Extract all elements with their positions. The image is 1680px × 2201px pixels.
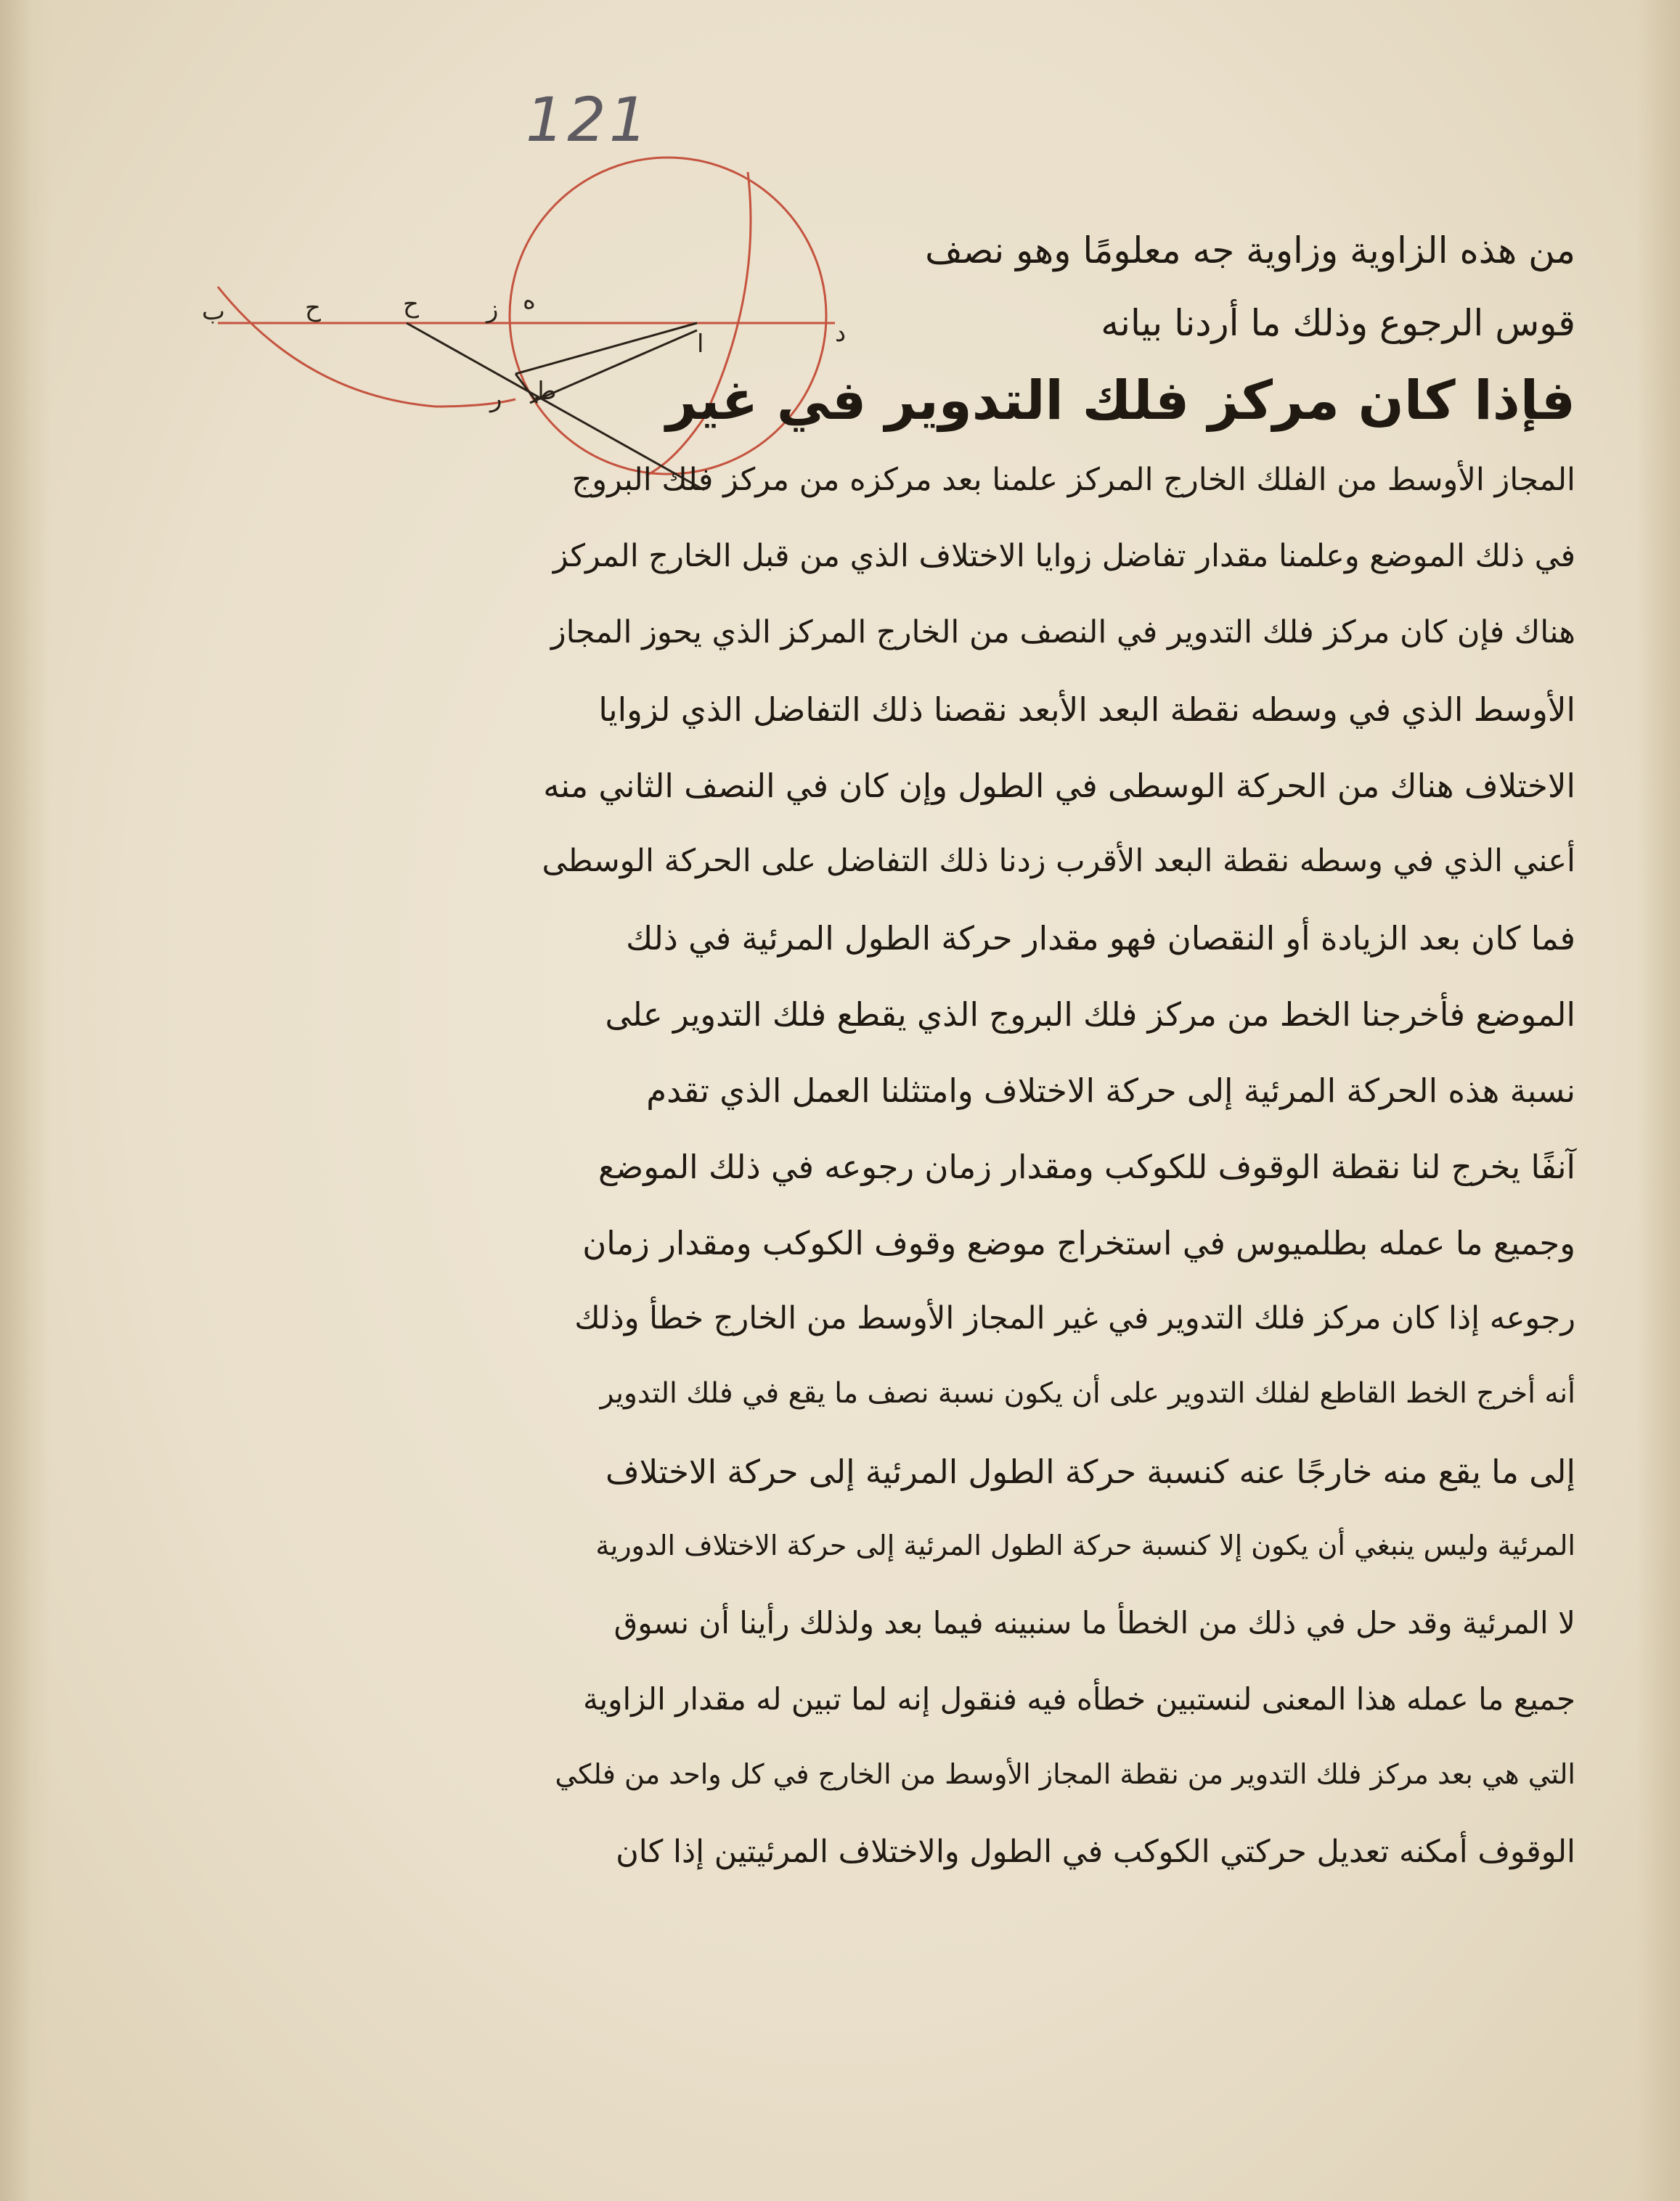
manuscript-text-block	[247, 218, 1575, 2018]
page-shadow-left	[0, 0, 51, 2201]
diagram-label: ب	[202, 297, 226, 326]
section-heading: فإذا كان مركز فلك التدوير في غير	[666, 369, 1575, 432]
diagram-label: ه	[523, 286, 536, 315]
page-shadow-right	[1636, 0, 1680, 2201]
text-line: هناك فإن كان مركز فلك التدوير في النصف من الخارج المركز الذي يحوز المجاز	[550, 614, 1575, 650]
text-line: المرئية وليس ينبغي أن يكون إلا كنسبة حركة الطول المرئية إلى حركة الاختلاف الدورية	[595, 1530, 1575, 1561]
text-line: من هذه الزاوية وزاوية جه معلومًا وهو نصف	[925, 229, 1575, 271]
text-line: الاختلاف هناك من الحركة الوسطى في الطول وإن كان في النصف الثاني منه	[543, 767, 1575, 805]
diagram-label: ر	[490, 384, 502, 413]
diagram-label: ط	[534, 377, 557, 406]
text-line: المجاز الأوسط من الفلك الخارج المركز علمنا بعد مركزه من مركز فلك البروج	[571, 462, 1575, 498]
diagram-label: ح	[305, 293, 321, 322]
text-line: الموضع فأخرجنا الخط من مركز فلك البروج الذي يقطع فلك التدوير على	[605, 995, 1575, 1034]
folio-number: 121	[525, 84, 651, 155]
text-line: فما كان بعد الزيادة أو النقصان فهو مقدار حركة الطول المرئية في ذلك	[626, 919, 1575, 957]
text-line: وجميع ما عمله بطلميوس في استخراج موضع وقوف الكوكب ومقدار زمان	[582, 1224, 1575, 1262]
text-line: جميع ما عمله هذا المعنى لنستبين خطأه فيه فنقول إنه لما تبين له مقدار الزاوية	[582, 1681, 1575, 1717]
text-line: أعني الذي في وسطه نقطة البعد الأقرب زدنا ذلك التفاضل على الحركة الوسطى	[542, 843, 1575, 879]
text-line: التي هي بعد مركز فلك التدوير من نقطة المجاز الأوسط من الخارج في كل واحد من فلكي	[555, 1758, 1575, 1790]
diagram-label: ا	[697, 330, 704, 359]
text-line: رجوعه إذا كان مركز فلك التدوير في غير المجاز الأوسط من الخارج خطأ وذلك	[574, 1300, 1575, 1336]
text-line: في ذلك الموضع وعلمنا مقدار تفاضل زوايا الاختلاف الذي من قبل الخارج المركز	[552, 538, 1575, 574]
diagram-label: د	[835, 319, 847, 348]
text-line: إلى ما يقع منه خارجًا عنه كنسبة حركة الطول المرئية إلى حركة الاختلاف	[605, 1453, 1575, 1491]
text-line: نسبة هذه الحركة المرئية إلى حركة الاختلاف وامتثلنا العمل الذي تقدم	[646, 1071, 1575, 1110]
text-line: أنه أخرج الخط القاطع لفلك التدوير على أن يكون نسبة نصف ما يقع في فلك التدوير	[600, 1377, 1575, 1410]
text-line: الوقوف أمكنه تعديل حركتي الكوكب في الطول والاختلاف المرئيتين إذا كان	[616, 1834, 1575, 1870]
text-line: آنفًا يخرج لنا نقطة الوقوف للكوكب ومقدار زمان رجوعه في ذلك الموضع	[598, 1148, 1575, 1186]
text-line: لا المرئية وقد حل في ذلك من الخطأ ما سنبينه فيما بعد ولذلك رأينا أن نسوق	[613, 1605, 1575, 1641]
diagram-label: ز	[486, 295, 499, 324]
text-line: قوس الرجوع وذلك ما أردنا بيانه	[1101, 302, 1575, 344]
diagram-label: ح	[403, 290, 419, 319]
text-line: الأوسط الذي في وسطه نقطة البعد الأبعد نقصنا ذلك التفاضل الذي لزوايا	[598, 690, 1575, 729]
